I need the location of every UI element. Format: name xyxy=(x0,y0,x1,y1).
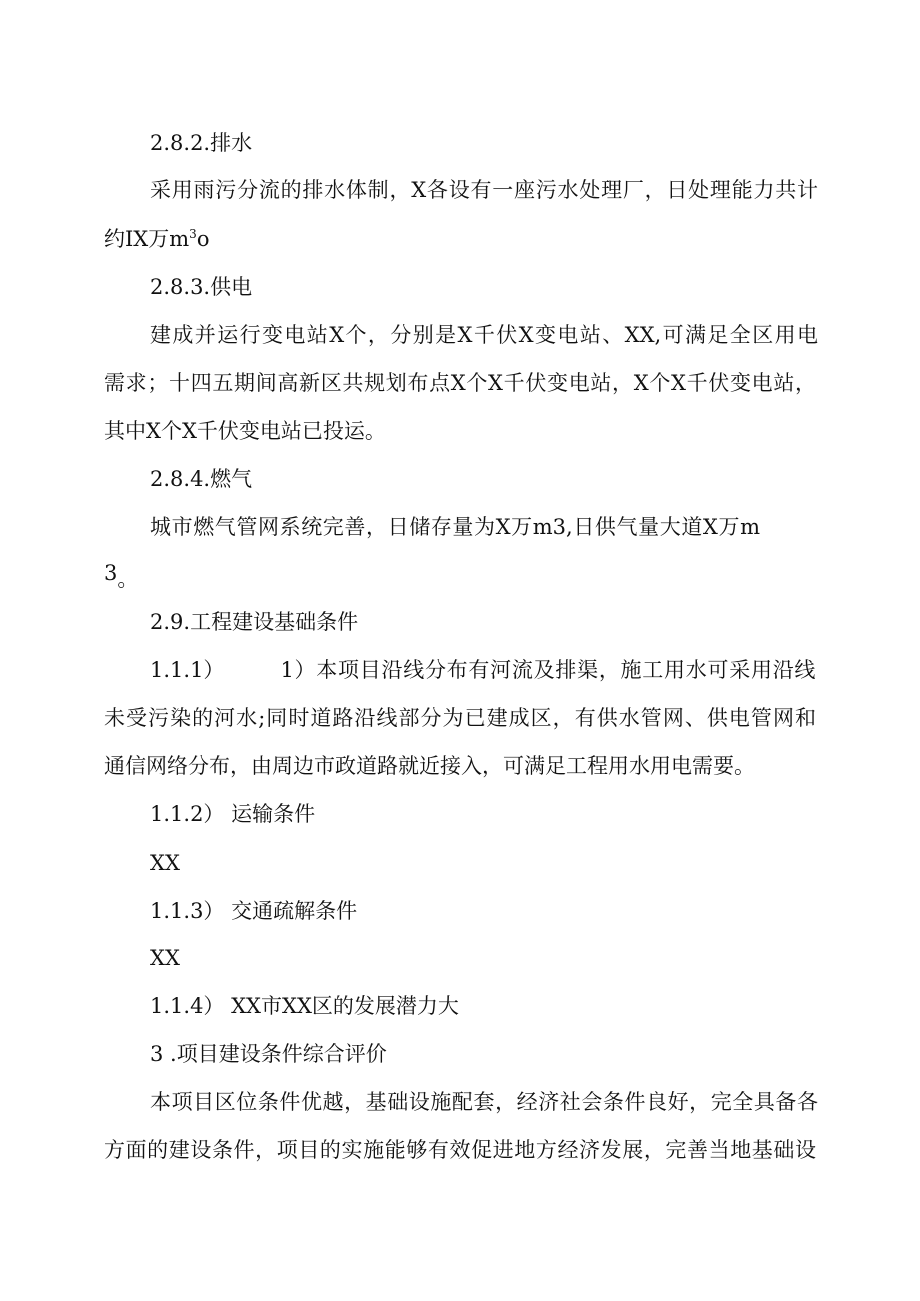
paragraph-text: 未受污染的河水;同时道路沿线部分为已建成区，有供水管网、供电管网和 xyxy=(104,706,816,730)
paragraph-line xyxy=(104,560,139,591)
paragraph-line: XX xyxy=(150,946,180,970)
paragraph-line xyxy=(150,177,818,203)
paragraph-line xyxy=(104,705,816,731)
paragraph-line xyxy=(150,657,815,683)
section-heading-2-8-3: 2.8.3.供电 xyxy=(150,275,253,299)
paragraph-text: 3 xyxy=(104,561,118,585)
list-number: 1.1.1） xyxy=(150,658,225,682)
paragraph-text: o xyxy=(196,227,210,251)
paragraph-text: 本项目区位条件优越，基础设施配套，经济社会条件良好，完全具备各 xyxy=(150,1090,818,1114)
paragraph-text: 建成并运行变电站X个，分别是X千伏X变电站、XX,可满足全区用电 xyxy=(150,323,818,347)
paragraph-text: 采用雨污分流的排水体制，X各设有一座污水处理厂，日处理能力共计 xyxy=(150,178,818,202)
section-heading-3: 3 .项目建设条件综合评价 xyxy=(150,1042,387,1066)
paragraph-line xyxy=(104,1137,816,1163)
section-heading-1-1-2: 1.1.2） 运输条件 xyxy=(150,802,316,826)
paragraph-text: 1）本项目沿线分布有河流及排渠，施工用水可采用沿线 xyxy=(280,658,816,682)
superscript: 3 xyxy=(189,227,197,241)
paragraph-line xyxy=(150,322,818,348)
paragraph-line xyxy=(150,514,760,540)
section-heading-1-1-3: 1.1.3） 交通疏解条件 xyxy=(150,899,358,923)
paragraph-line xyxy=(104,370,816,396)
section-heading-2-9: 2.9.工程建设基础条件 xyxy=(150,610,359,634)
paragraph-text: 需求；十四五期间高新区共规划布点X个X千伏变电站，X个X千伏变电站， xyxy=(104,371,816,395)
paragraph-text: 城市燃气管网系统完善，日储存量为X万m3,日供气量大道X万m xyxy=(150,515,760,539)
paragraph-line: XX xyxy=(150,851,180,875)
paragraph-line: 其中X个X千伏变电站已投运。 xyxy=(104,419,386,443)
section-heading-2-8-4: 2.8.4.燃气 xyxy=(150,467,253,491)
paragraph-line xyxy=(104,226,209,252)
paragraph-line: 通信网络分布，由周边市政道路就近接入，可满足工程用水用电需要。 xyxy=(104,754,755,778)
paragraph-text: 约IX万m xyxy=(104,227,190,251)
paragraph-line xyxy=(150,1089,818,1115)
section-heading-2-8-2: 2.8.2.排水 xyxy=(150,131,253,155)
section-heading-1-1-4: 1.1.4） XX市XX区的发展潜力大 xyxy=(150,994,459,1018)
paragraph-text: 方面的建设条件，项目的实施能够有效促进地方经济发展，完善当地基础设 xyxy=(104,1138,816,1162)
paragraph-text: 。 xyxy=(117,567,139,591)
